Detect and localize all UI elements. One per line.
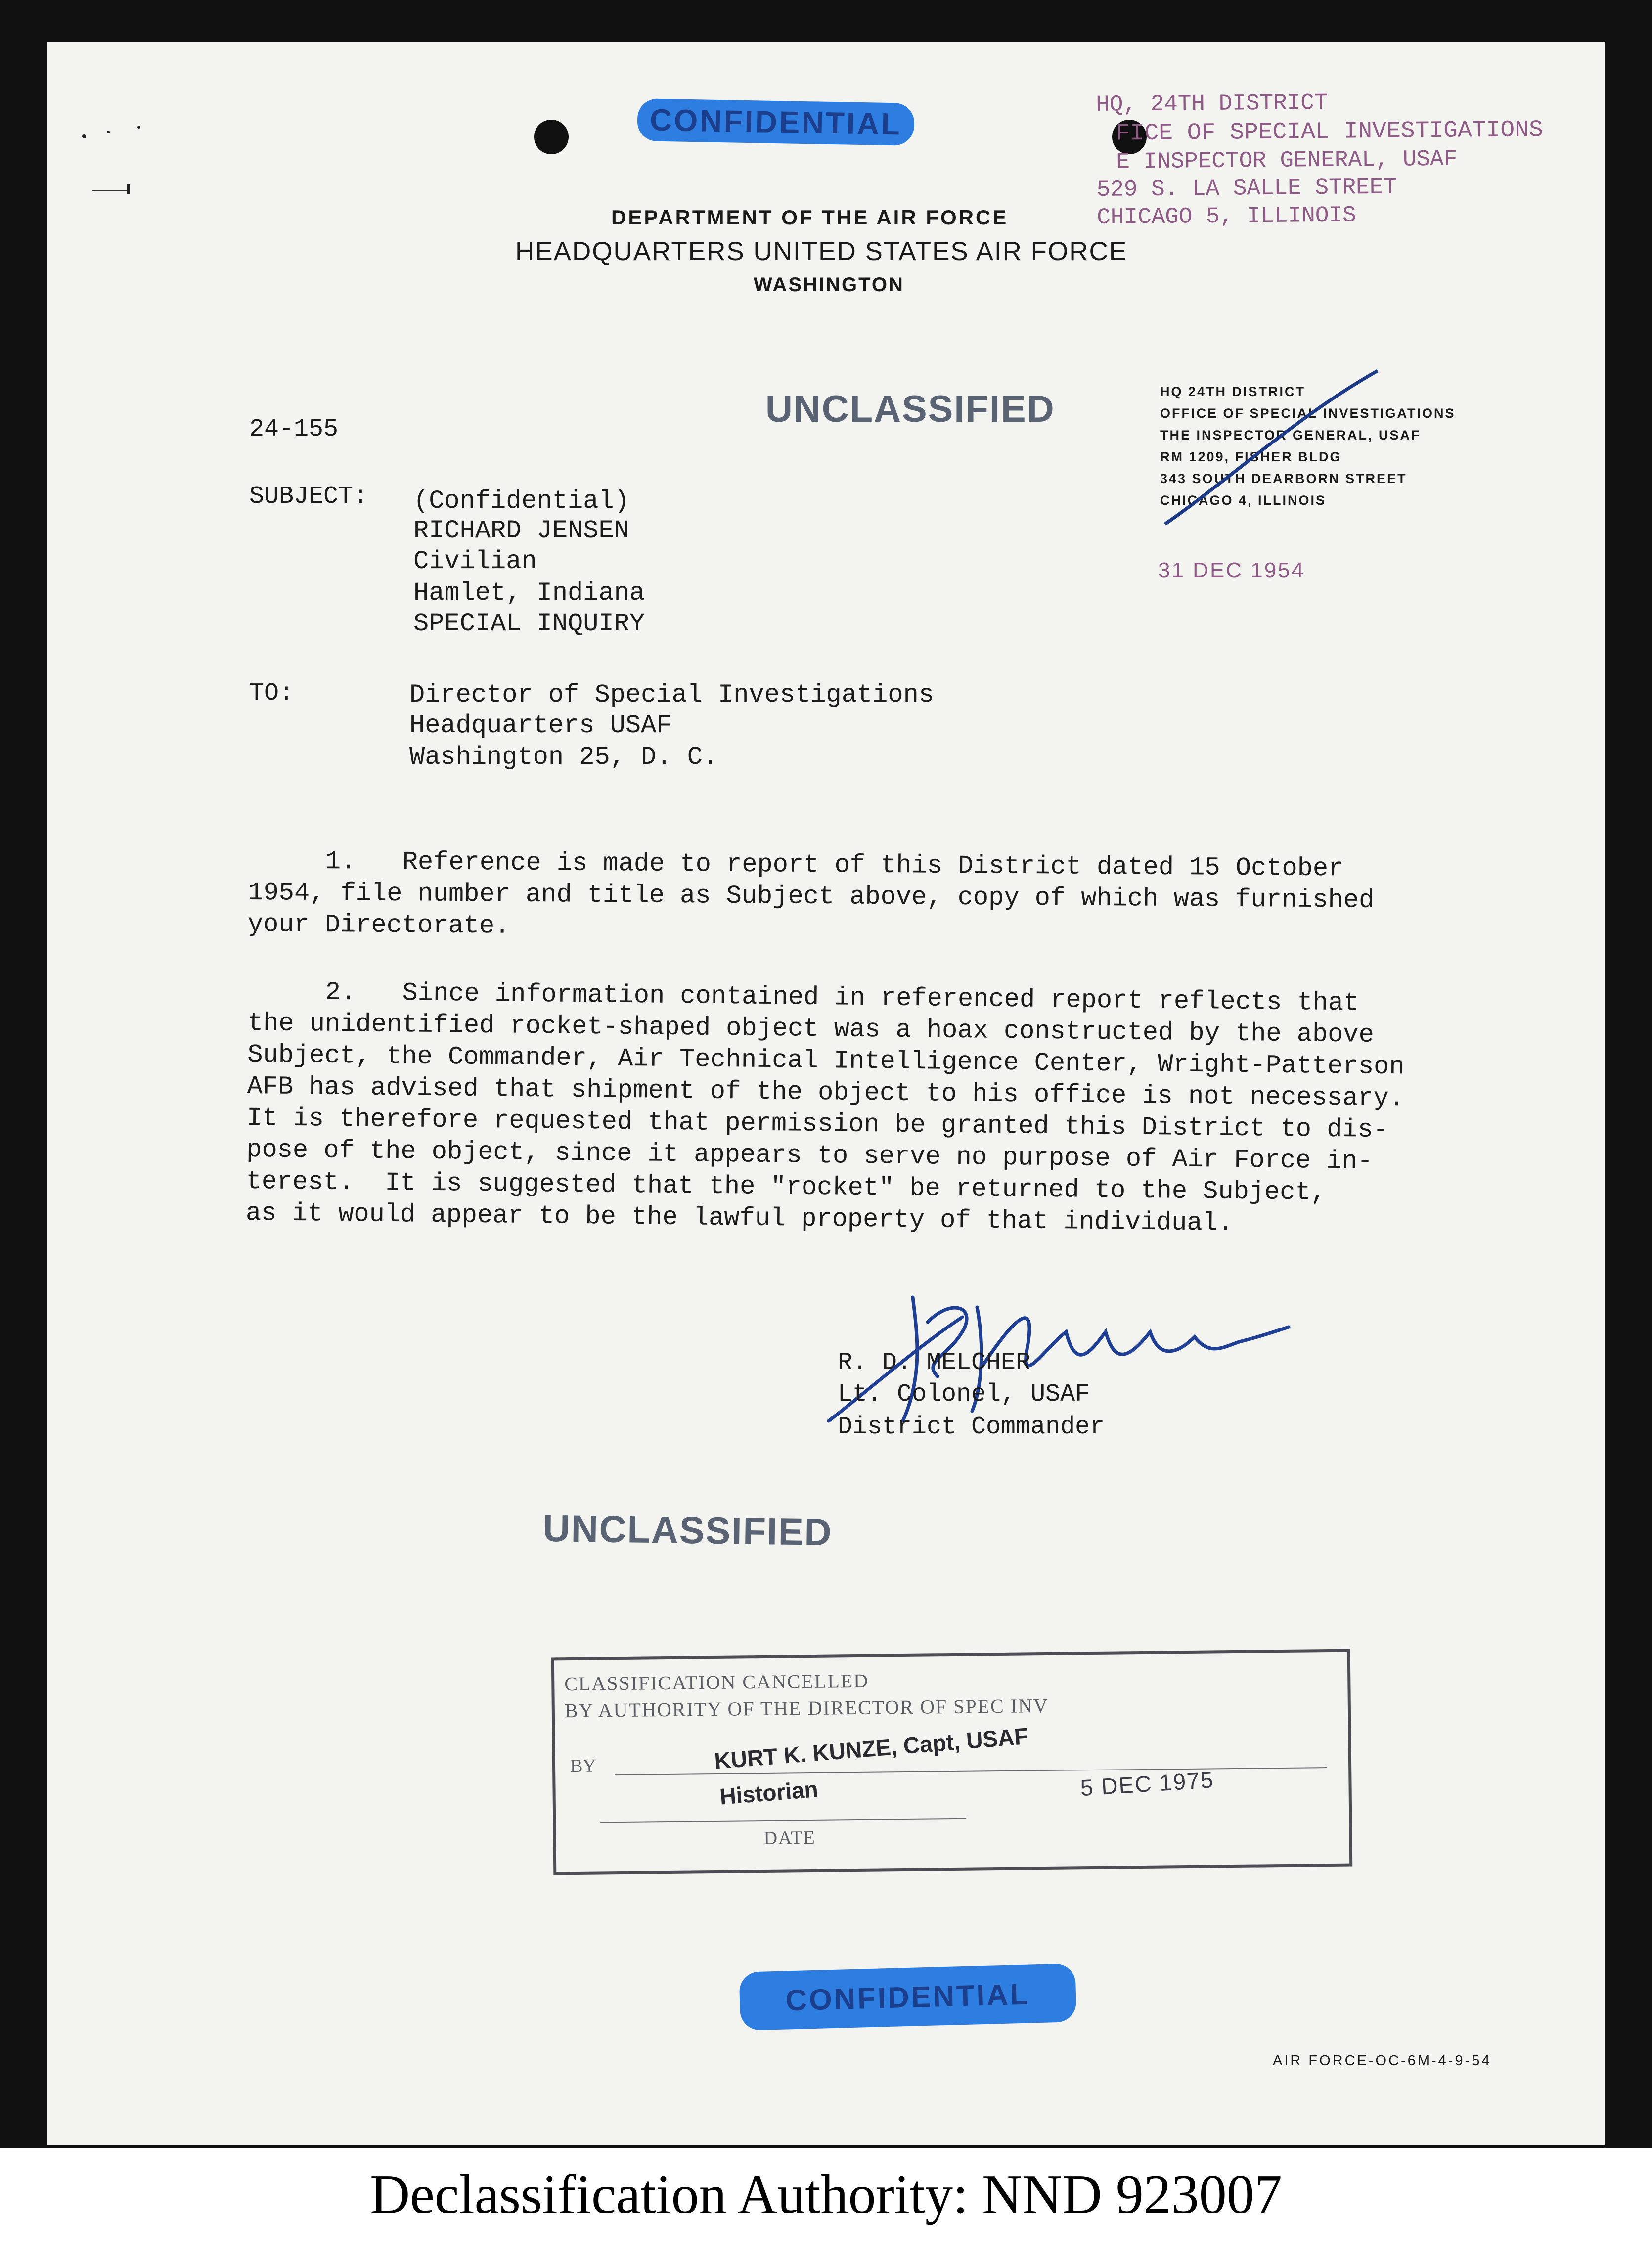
return-address-line-1: HQ 24TH DISTRICT [1160, 384, 1306, 399]
subject-line-5: SPECIAL INQUIRY [413, 609, 645, 638]
form-number: AIR FORCE-OC-6M-4-9-54 [1273, 2053, 1492, 2069]
para2-line-8: as it would appear to be the lawful property of that individual. [245, 1198, 1234, 1238]
speck-marks [82, 126, 141, 205]
to-line-1: Director of Special Investigations [409, 680, 934, 709]
para1-line-3: your Directorate. [247, 909, 510, 941]
declass-line-1: CLASSIFICATION CANCELLED [564, 1669, 869, 1695]
strike-through-line [1150, 361, 1387, 539]
declass-name: KURT K. KUNZE, Capt, USAF [713, 1723, 1029, 1774]
para2-line-5: It is therefore requested that permission be granted this District to dis- [246, 1103, 1389, 1145]
dept-line-3: WASHINGTON [754, 274, 904, 296]
declassification-footer: Declassification Authority: NND 923007 [370, 2164, 1282, 2225]
declass-date-value: 5 DEC 1975 [1079, 1767, 1215, 1801]
dept-line-2: HEADQUARTERS UNITED STATES AIR FORCE [515, 237, 1128, 266]
para2-line-2: the unidentified rocket-shaped object was a hoax constructed by the above [247, 1008, 1375, 1050]
para1-line-1: 1. Reference is made to report of this District dated 15 October [248, 846, 1344, 884]
file-number: 24-155 [249, 415, 339, 443]
document-page [47, 42, 1605, 2145]
body-paragraph-1 [248, 845, 1375, 948]
declass-date-line [600, 1818, 966, 1823]
para2-line-7: terest. It is suggested that the "rocket" be returned to the Subject, [246, 1166, 1327, 1207]
confidential-stamp-top-text: CONFIDENTIAL [649, 103, 902, 141]
return-address-line-5: 343 SOUTH DEARBORN STREET [1160, 471, 1407, 486]
return-address-line-3: THE INSPECTOR GENERAL, USAF [1160, 428, 1421, 443]
signature-rank: Lt. Colonel, USAF [838, 1380, 1090, 1409]
date-received-stamp: 31 DEC 1954 [1158, 558, 1305, 582]
signature-name: R. D. MELCHER [838, 1349, 1031, 1377]
body-paragraph-2 [246, 976, 1406, 1241]
confidential-stamp-top [637, 98, 914, 146]
purple-stamp-line-5: CHICAGO 5, ILLINOIS [1096, 202, 1356, 230]
to-line-2: Headquarters USAF [409, 711, 672, 740]
declassification-stamp-box [551, 1649, 1353, 1875]
confidential-stamp-bottom [739, 1963, 1077, 2031]
to-label: TO: [249, 679, 294, 708]
para2-line-3: Subject, the Commander, Air Technical Intelligence Center, Wright-Patterson [247, 1040, 1405, 1082]
confidential-stamp-bottom-text: CONFIDENTIAL [785, 1977, 1031, 2017]
purple-stamp-line-3: E INSPECTOR GENERAL, USAF [1116, 146, 1458, 175]
subject-label: SUBJECT: [249, 483, 368, 511]
purple-stamp-line-4: 529 S. LA SALLE STREET [1096, 174, 1397, 203]
declass-title: Historian [718, 1775, 819, 1810]
para1-line-2: 1954, file number and title as Subject above, copy of which was furnished [248, 878, 1375, 915]
unclassified-stamp-bottom: UNCLASSIFIED [542, 1507, 833, 1554]
return-address-line-6: CHICAGO 4, ILLINOIS [1160, 493, 1327, 508]
subject-line-4: Hamlet, Indiana [413, 578, 645, 608]
para2-line-6: pose of the object, since it appears to serve no purpose of Air Force in- [246, 1135, 1373, 1176]
declass-by-label: BY [570, 1755, 597, 1777]
return-address-line-4: RM 1209, FISHER BLDG [1160, 449, 1342, 464]
para2-line-4: AFB has advised that shipment of the object to his office is not necessary. [247, 1071, 1405, 1113]
para2-line-1: 2. Since information contained in referenced report reflects that [248, 976, 1359, 1018]
subject-line-1: (Confidential) [413, 487, 629, 516]
signature-title: District Commander [838, 1413, 1105, 1441]
declass-line-2: BY AUTHORITY OF THE DIRECTOR OF SPEC INV [564, 1694, 1049, 1722]
dept-line-1: DEPARTMENT OF THE AIR FORCE [611, 206, 1009, 229]
return-address-line-2: OFFICE OF SPECIAL INVESTIGATIONS [1160, 406, 1456, 421]
declass-date-label: DATE [763, 1827, 816, 1849]
purple-stamp-line-2: FICE OF SPECIAL INVESTIGATIONS [1116, 117, 1544, 147]
subject-line-3: Civilian [413, 547, 537, 576]
subject-line-2: RICHARD JENSEN [413, 516, 629, 545]
punch-hole-left [534, 120, 569, 154]
purple-stamp-line-1: HQ, 24TH DISTRICT [1096, 89, 1328, 118]
unclassified-stamp-top: UNCLASSIFIED [765, 388, 1055, 430]
to-line-3: Washington 25, D. C. [409, 743, 718, 772]
